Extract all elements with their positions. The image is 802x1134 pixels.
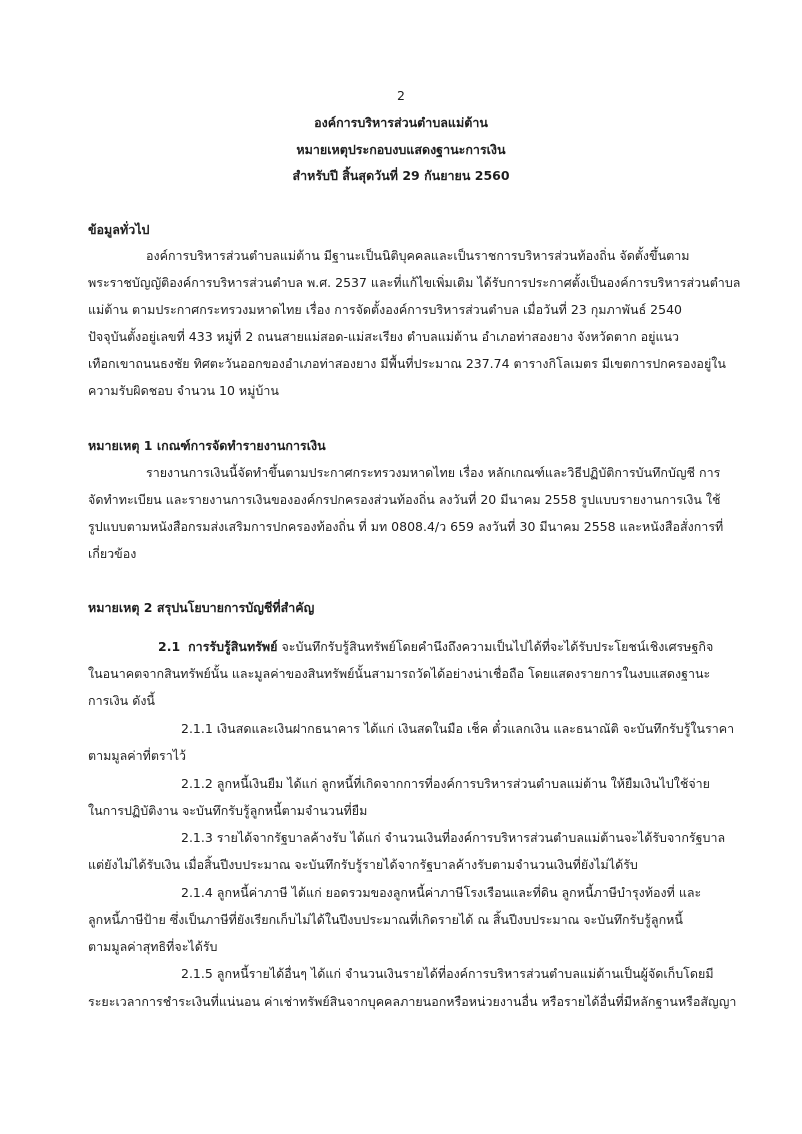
note2-heading: หมายเหตุ 2 สรุปนโยบายการบัญชีที่สำคัญ [88,600,315,615]
item-2-1-3-line: 2.1.3 รายได้จากรัฐบาลค้างรับ ได้แก่ จำนวนเงินที่องค์การบริหารส่วนตำบลแม่ต้านจะได้รับจากรัฐบาล [181,830,726,845]
general-line: แม่ต้าน ตามประกาศกระทรวงมหาดไทย เรื่อง การจัดตั้งองค์การบริหารส่วนตำบล เมื่อวันที่ 23 กุมภาพันธ์ 2540 [88,302,682,317]
org-title: องค์การบริหารส่วนตำบลแม่ต้าน [314,115,488,130]
note1-line: รูปแบบตามหนังสือกรมส่งเสริมการปกครองท้องถิ่น ที่ มท 0808.4/ว 659 ลงวันที่ 30 มีนาคม 2558 และหนังสือสั่งการที่ [88,519,724,534]
section-2-1-line: ในอนาคตจากสินทรัพย์นั้น และมูลค่าของสินทรัพย์นั้นสามารถวัดได้อย่างน่าเชื่อถือ โดยแสดงรายการในงบแสดงฐานะ [88,666,711,681]
section-2-1-line: การเงิน ดังนี้ [88,693,155,708]
note1-heading: หมายเหตุ 1 เกณฑ์การจัดทำรายงานการเงิน [88,438,326,453]
section-2-1-text: จะบันทึกรับรู้สินทรัพย์โดยคำนึงถึงความเป็นไปได้ที่จะได้รับประโยชน์เชิงเศรษฐกิจ [277,639,714,654]
section-2-1-number: 2.1 [158,639,181,654]
item-2-1-4-line: 2.1.4 ลูกหนี้ค่าภาษี ได้แก่ ยอดรวมของลูกหนี้ค่าภาษีโรงเรือนและที่ดิน ลูกหนี้ภาษีบำรุงท้องที่ และ [181,885,702,900]
item-2-1-1-line: 2.1.1 เงินสดและเงินฝากธนาคาร ได้แก่ เงินสดในมือ เช็ค ตั๋วแลกเงิน และธนาณัติ จะบันทึกรับรู้ในราคา [181,721,735,736]
item-2-1-4-line: ลูกหนี้ภาษีป้าย ซึ่งเป็นภาษีที่ยังเรียกเก็บไม่ได้ในปีงบประมาณที่เกิดรายได้ ณ สิ้นปีงบประมาณ จะบันทึกรับรู้ลูกหนี้ [88,912,683,927]
general-line: ความรับผิดชอบ จำนวน 10 หมู่บ้าน [88,383,279,398]
item-2-1-5-line: ระยะเวลาการชำระเงินที่แน่นอน ค่าเช่าทรัพย์สินจากบุคคลภายนอกหรือหน่วยงานอื่น หรือรายได้อื่นที่มีหลักฐานหรือสัญญา [88,994,737,1009]
note1-line: รายงานการเงินนี้จัดทำขึ้นตามประกาศกระทรวงมหาดไทย เรื่อง หลักเกณฑ์และวิธีปฏิบัติการบันทึกบัญชี การ [146,465,721,480]
section-2-1-line [158,637,713,657]
general-line: ปัจจุบันตั้งอยู่เลขที่ 433 หมู่ที่ 2 ถนนสายแม่สอด-แม่สะเรียง ตำบลแม่ต้าน อำเภอท่าสองยาง จังหวัดตาก อยู่แนว [88,329,680,344]
item-2-1-5-line: 2.1.5 ลูกหนี้รายได้อื่นๆ ได้แก่ จำนวนเงินรายได้ที่องค์การบริหารส่วนตำบลแม่ต้านเป็นผู้จัดเก็บโดยมี [181,966,714,981]
general-line: องค์การบริหารส่วนตำบลแม่ต้าน มีฐานะเป็นนิติบุคคลและเป็นราชการบริหารส่วนท้องถิ่น จัดตั้งขึ้นตาม [146,248,690,263]
item-2-1-2-line: 2.1.2 ลูกหนี้เงินยืม ได้แก่ ลูกหนี้ที่เกิดจากการที่องค์การบริหารส่วนตำบลแม่ต้าน ให้ยืมเงินไปใช้จ่าย [181,776,710,791]
general-heading: ข้อมูลทั่วไป [88,222,150,237]
note1-line: เกี่ยวข้อง [88,546,137,561]
note1-line: จัดทำทะเบียน และรายงานการเงินขององค์กรปกครองส่วนท้องถิ่น ลงวันที่ 20 มีนาคม 2558 รูปแบบรายงานการเงิน ใช้ [88,492,721,507]
item-2-1-3-line: แต่ยังไม่ได้รับเงิน เมื่อสิ้นปีงบประมาณ จะบันทึกรับรู้รายได้จากรัฐบาลค้างรับตามจำนวนเงินที่ยังไม่ได้รับ [88,857,638,872]
general-line: พระราชบัญญัติองค์การบริหารส่วนตำบล พ.ศ. 2537 และที่แก้ไขเพิ่มเติม ได้รับการประกาศตั้งเป็นองค์การบริหารส่วนตำบล [88,275,741,290]
statement-subtitle: หมายเหตุประกอบงบแสดงฐานะการเงิน [296,142,506,157]
item-2-1-1-line: ตามมูลค่าที่ตราไว้ [88,748,187,763]
period-title: สำหรับปี สิ้นสุดวันที่ 29 กันยายน 2560 [292,168,510,183]
page-number: 2 [397,88,405,103]
item-2-1-2-line: ในการปฏิบัติงาน จะบันทึกรับรู้ลูกหนี้ตามจำนวนที่ยืม [88,803,368,818]
general-line: เทือกเขาถนนธงชัย ทิศตะวันออกของอำเภอท่าสองยาง มีพื้นที่ประมาณ 237.74 ตารางกิโลเมตร มีเขตการปกครองอยู่ใน [88,356,726,371]
item-2-1-4-line: ตามมูลค่าสุทธิที่จะได้รับ [88,939,218,954]
section-2-1-title: การรับรู้สินทรัพย์ [188,639,278,654]
